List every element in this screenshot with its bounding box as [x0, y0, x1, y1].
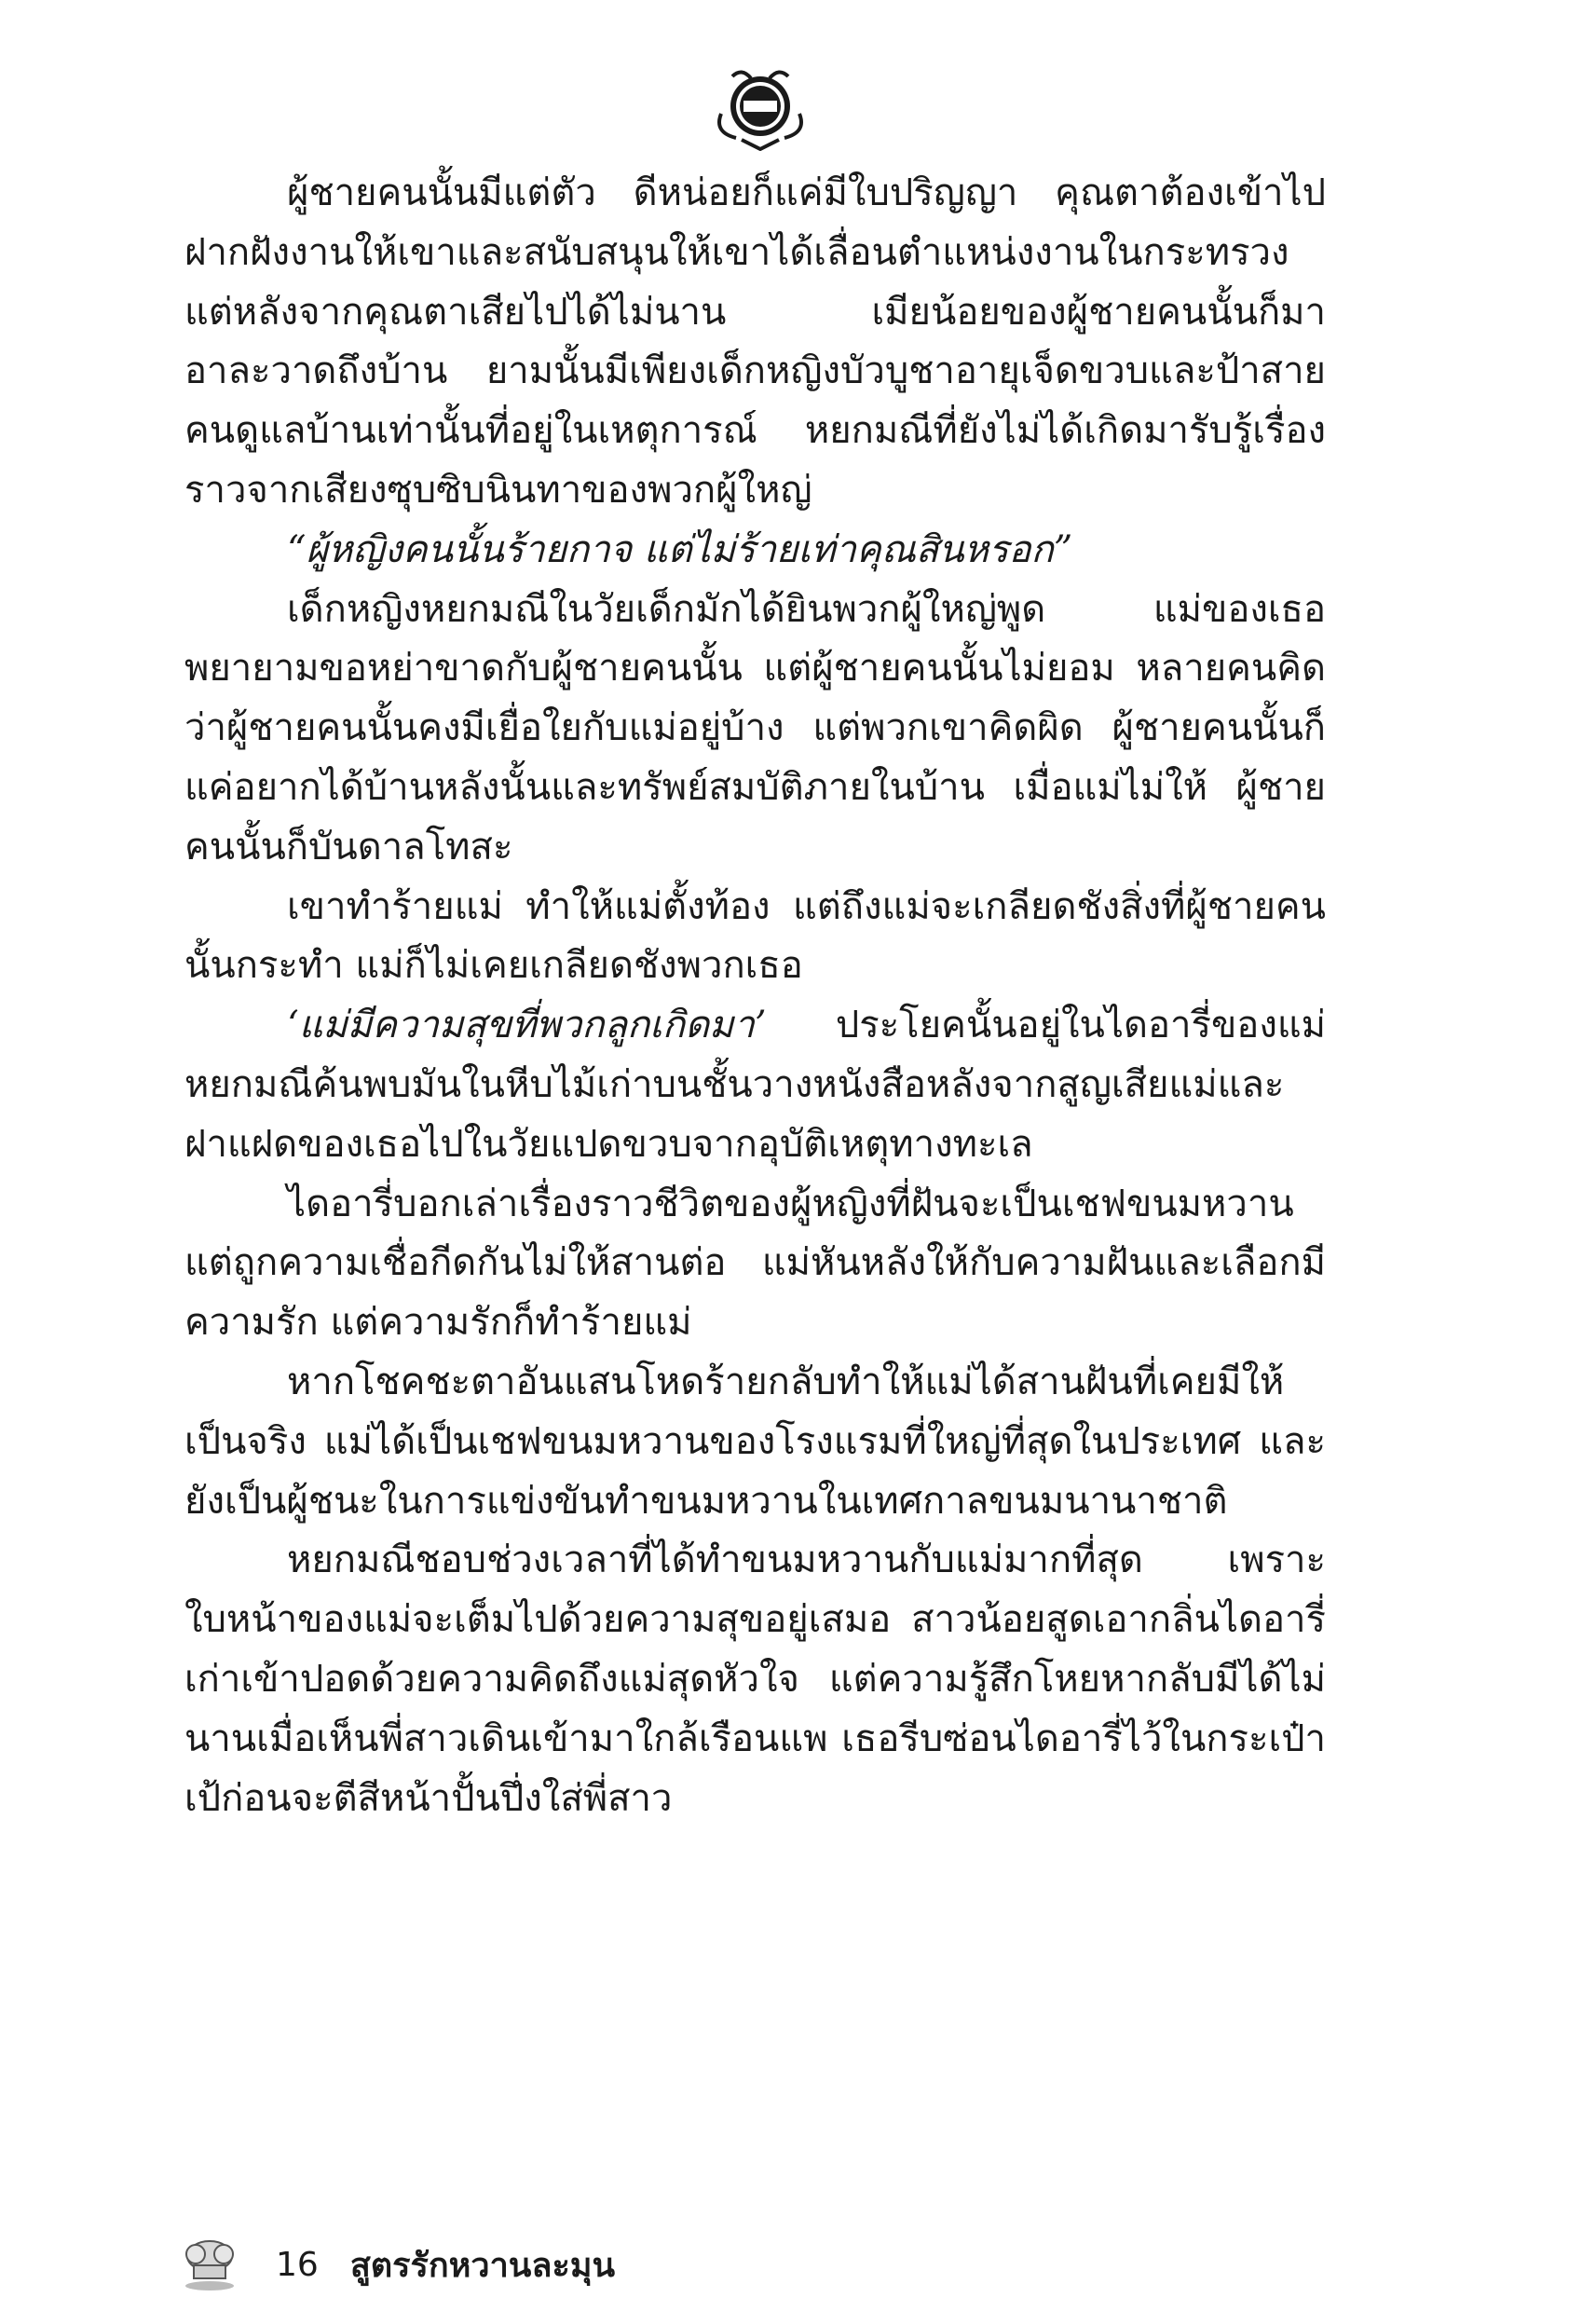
- paragraph: ผู้ชายคนนั้นมีแต่ตัว ดีหน่อยก็แค่มีใบปริญญา คุณตาต้องเข้าไปฝากฝังงานให้เขาและสนับสนุนให้เขาได้เลื่อนตำแหน่งงานในกระทรวง แต่หลังจากคุณตาเสียไปได้ไม่นาน เมียน้อยของผู้ชายคนนั้นก็มาอาละวาดถึงบ้าน ยามนั้นมีเพียงเด็กหญิงบัวบูชาอายุเจ็ดขวบและป้าสายคนดูแลบ้านเท่านั้นที่อยู่ในเหตุการณ์ หยกมณีที่ยังไม่ได้เกิดมารับรู้เรื่องราวจากเสียงซุบซิบนินทาของพวกผู้ใหญ่: [184, 171, 1326, 512]
- quoted-line: “ผู้หญิงคนนั้นร้ายกาจ แต่ไม่ร้ายเท่าคุณสินหรอก”: [287, 527, 1073, 571]
- ornamental-crest-icon: [704, 58, 816, 151]
- paragraph: หยกมณีชอบช่วงเวลาที่ได้ทำขนมหวานกับแม่มากที่สุด เพราะใบหน้าของแม่จะเต็มไปด้วยความสุขอยู่เสมอ สาวน้อยสูดเอากลิ่นไดอารี่เก่าเข้าปอดด้วยความคิดถึงแม่สุดหัวใจ แต่ความรู้สึกโหยหากลับมีได้ไม่นานเมื่อเห็นพี่สาวเดินเข้ามาใกล้เรือนแพ เธอรีบซ่อนไดอารี่ไว้ในกระเป๋าเป้ก่อนจะตีสีหน้าปั้นปึ่งใส่พี่สาว: [184, 1538, 1326, 1820]
- book-title: สูตรรักหวานละมุน: [349, 2246, 616, 2285]
- paragraph: เด็กหญิงหยกมณีในวัยเด็กมักได้ยินพวกผู้ใหญ่พูด แม่ของเธอพยายามขอหย่าขาดกับผู้ชายคนนั้น แต่ผู้ชายคนนั้นไม่ยอม หลายคนคิดว่าผู้ชายคนนั้นคงมีเยื่อใยกับแม่อยู่บ้าง แต่พวกเขาคิดผิด ผู้ชายคนนั้นก็แค่อยากได้บ้านหลังนั้นและทรัพย์สมบัติภายในบ้าน เมื่อแม่ไม่ให้ ผู้ชายคนนั้นก็บันดาลโทสะ: [184, 587, 1326, 868]
- paragraph: หากโชคชะตาอันแสนโหดร้ายกลับทำให้แม่ได้สานฝันที่เคยมีให้เป็นจริง แม่ได้เป็นเชฟขนมหวานของโรงแรมที่ใหญ่ที่สุดในประเทศ และยังเป็นผู้ชนะในการแข่งขันทำขนมหวานในเทศกาลขนมนานาชาติ: [184, 1360, 1326, 1523]
- body-text: [184, 164, 1326, 1828]
- paragraph: เขาทำร้ายแม่ ทำให้แม่ตั้งท้อง แต่ถึงแม่จะเกลียดชังสิ่งที่ผู้ชายคนนั้นกระทำ แม่ก็ไม่เคยเกลียดชังพวกเธอ: [184, 884, 1326, 988]
- paragraph-rest: ประโยคนั้นอยู่ในไดอารี่ของแม่ หยกมณีค้นพบมันในหีบไม้เก่าบนชั้นวางหนังสือหลังจากสูญเสียแม่และฝาแฝดของเธอไปในวัยแปดขวบจากอุบัติเหตุทางทะเล: [184, 1004, 1326, 1166]
- paragraph: [184, 996, 1326, 1174]
- page-number: 16: [276, 2245, 319, 2284]
- paragraph: ไดอารี่บอกเล่าเรื่องราวชีวิตของผู้หญิงที่ฝันจะเป็นเชฟขนมหวาน แต่ถูกความเชื่อกีดกันไม่ให้สานต่อ แม่หันหลังให้กับความฝันและเลือกมีความรัก แต่ความรักก็ทำร้ายแม่: [184, 1182, 1326, 1345]
- chef-hat-icon: [177, 2236, 242, 2293]
- page-footer: [177, 2232, 829, 2297]
- diary-quote: ‘แม่มีความสุขที่พวกลูกเกิดมา’: [287, 1004, 767, 1047]
